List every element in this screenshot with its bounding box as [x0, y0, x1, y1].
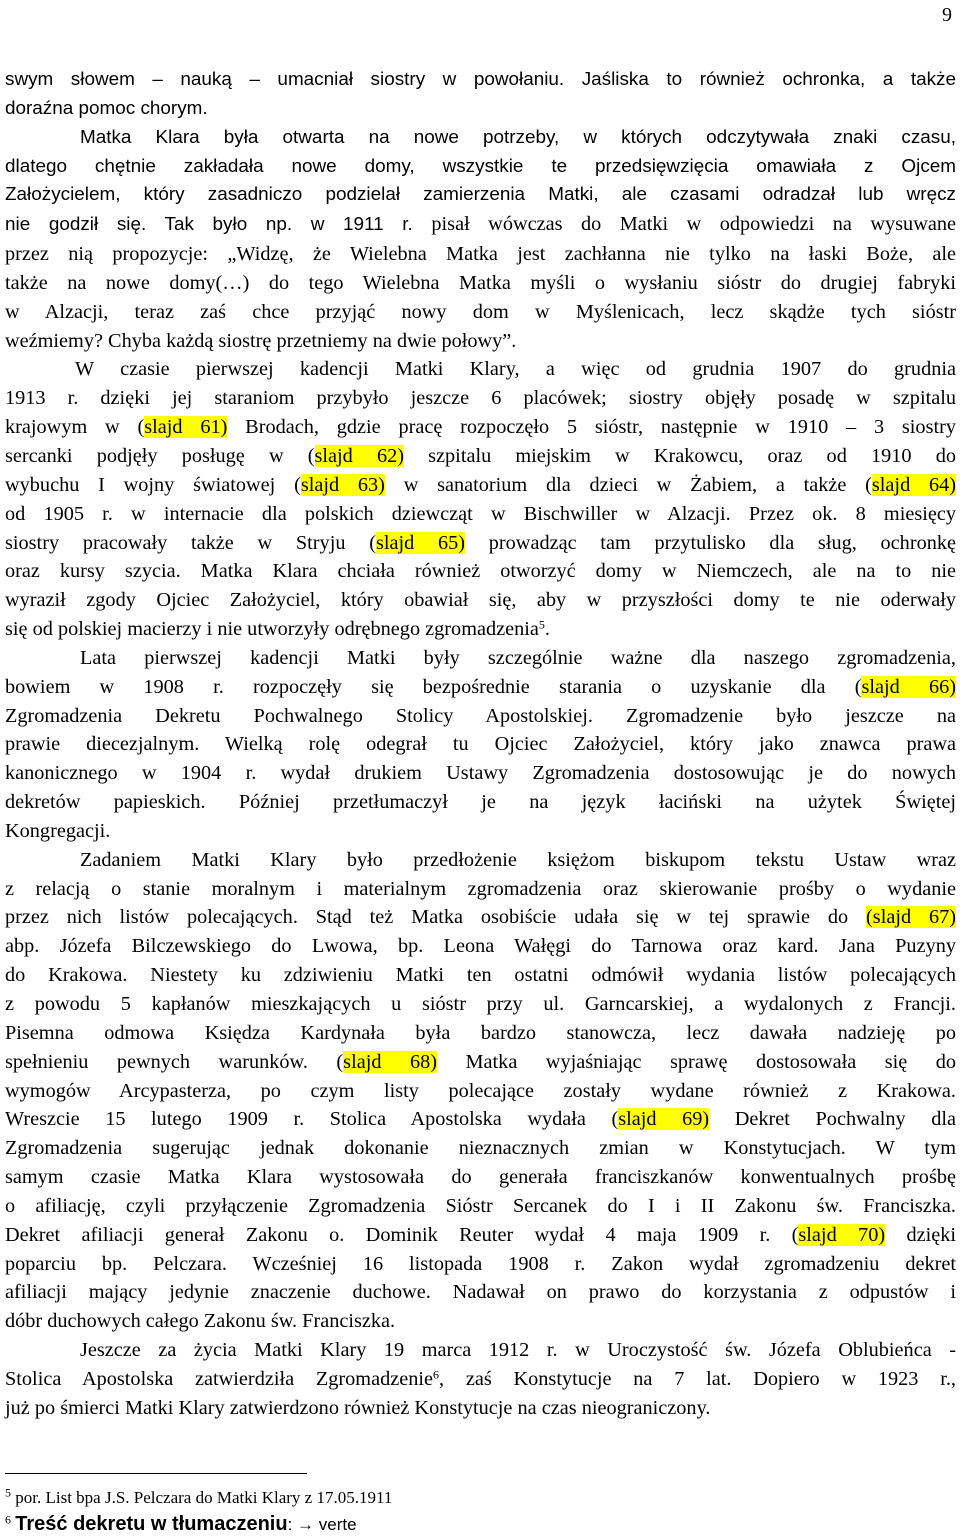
text-line — [5, 1163, 956, 1192]
text-line — [5, 240, 956, 269]
text-run: prowadząc tam przytulisko dla sług, ochronkę — [465, 531, 956, 554]
text-line — [5, 1221, 956, 1250]
text-run: przez nich listów polecających. Stąd też Matka osobiście udała się w tej sprawie do — [5, 906, 867, 929]
footnote-marker: 5 — [538, 617, 545, 632]
slide-reference: slajd 62) — [314, 444, 404, 467]
text-line — [5, 327, 956, 356]
text-line — [5, 644, 956, 673]
slide-reference: slajd 69) — [618, 1108, 710, 1131]
text-line — [5, 875, 956, 904]
footnote-6 — [5, 1513, 357, 1536]
text-line — [5, 846, 956, 875]
text-run: Pisemna odmowa Księdza Kardynała była bardzo stanowcza, lecz dawała nadzieję po — [5, 1021, 956, 1044]
text-run: prawie diecezjalnym. Wielką rolę odegrał tu Ojciec Założyciel, który jako znawca prawa — [5, 733, 956, 756]
footnote-6-title: Treść dekretu w tłumaczeniu — [15, 1513, 288, 1535]
text-run: od 1905 r. w internacie dla polskich dziewcząt w Bischwiller w Alzacji. Przez ok. 8 miesięcy — [5, 502, 956, 525]
text-run: sercanki podjęły posługę w ( — [5, 444, 315, 467]
text-run: Zadaniem Matki Klary było przedłożenie księżom biskupom tekstu Ustaw wraz — [80, 848, 956, 871]
text-line — [5, 1336, 956, 1365]
text-line — [5, 1134, 956, 1163]
text-run: Matka wyjaśniając sprawę dostosowała się do — [437, 1050, 957, 1073]
text-line — [5, 817, 956, 846]
text-run: 1913 r. dzięki jej staraniom przybyło jeszcze 6 placówek; siostry objęły posadę w szpitalu — [5, 387, 956, 410]
text-line — [5, 529, 956, 558]
text-line — [5, 1307, 956, 1336]
text-run: dóbr duchowych całego Zakonu św. Franciszka. — [5, 1310, 396, 1333]
text-run: , zaś Konstytucje na 7 lat. Dopiero w 1923 r., — [439, 1367, 956, 1390]
text-line — [5, 500, 956, 529]
text-run: Kongregacji. — [5, 819, 111, 842]
text-line — [5, 788, 956, 817]
slide-reference: slajd 66) — [861, 675, 956, 698]
text-line — [5, 1278, 956, 1307]
text-run: w Alzacji, teraz zaś chce przyjąć nowy dom w Myślenicach, lecz skądże tych sióstr — [5, 300, 956, 323]
text-run: szpitalu miejskim w Krakowcu, oraz od 1910 do — [404, 444, 956, 467]
text-run: spełnieniu pewnych warunków. ( — [5, 1050, 344, 1073]
text-run: oraz kursy szycia. Matka Klara chciała również otworzyć domy w Niemczech, ale na to nie — [5, 560, 956, 583]
text-line — [5, 471, 956, 500]
slide-reference: slajd 64) — [871, 473, 957, 496]
text-line — [5, 990, 956, 1019]
text-line — [5, 586, 956, 615]
text-line — [5, 1048, 956, 1077]
text-line — [5, 1077, 956, 1106]
text-line — [5, 1019, 956, 1048]
footnote-marker: 6 — [433, 1367, 439, 1382]
footnote-separator — [5, 1473, 307, 1474]
text-line — [5, 903, 956, 932]
text-run: siostry pracowały także w Stryju ( — [5, 531, 376, 554]
text-line — [5, 298, 956, 327]
text-run: w sanatorium dla dzieci w Żabiem, a także ( — [384, 473, 872, 496]
text-run: wybuchu I wojny światowej ( — [5, 473, 301, 496]
text-run: dekretów papieskich. Później przetłumaczył je na język łaciński na użytek Świętej — [5, 791, 956, 814]
footnote-5 — [5, 1487, 392, 1509]
footnote-6-arrow: : → verte — [287, 1515, 357, 1534]
text-run: także na nowe domy(…) do tego Wielebna Matka myśli o wysłaniu sióstr do drugiej fabryki — [5, 271, 956, 294]
text-run: Lata pierwszej kadencji Matki były szczególnie ważne dla naszego zgromadzenia, — [80, 646, 956, 669]
text-run: wyraził zgody Ojciec Założyciel, który obawiał się, aby w przyszłości domy te nie oderwały — [5, 589, 956, 612]
text-run: Zgromadzenia sugerując jednak dokonanie nieznacznych zmian w Konstytucjach. W tym — [5, 1137, 956, 1160]
text-line — [5, 759, 956, 788]
text-run: doraźna pomoc chorym. — [5, 97, 208, 119]
text-line — [5, 1250, 956, 1279]
text-line — [5, 442, 956, 471]
footnote-5-text: por. List bpa J.S. Pelczara do Matki Klary z 17.05.1911 — [11, 1488, 393, 1507]
text-run: Dekret afiliacji generał Zakonu o. Dominik Reuter wydał 4 maja 1909 r. ( — [5, 1223, 799, 1246]
text-run: . — [544, 618, 550, 641]
text-line — [5, 66, 956, 95]
text-run: się od polskiej macierzy i nie utworzyły odrębnego zgromadzenia — [5, 618, 539, 641]
slide-reference: slajd 65) — [375, 531, 466, 554]
text-line — [5, 181, 956, 210]
text-run: już po śmierci Matki Klary zatwierdzono również Konstytucje na czas nieograniczony. — [5, 1396, 711, 1419]
text-line — [5, 673, 956, 702]
text-run: z powodu 5 kapłanów mieszkających u sióstr przy ul. Garncarskiej, a wydalonych z Francji. — [5, 993, 956, 1015]
text-line — [5, 384, 956, 413]
text-run: weźmiemy? Chyba każdą siostrę przetniemy na dwie połowy”. — [5, 329, 517, 352]
text-run: abp. Józefa Bilczewskiego do Lwowa, bp. Leona Wałęgi do Tarnowa oraz kard. Jana Puzyny — [5, 935, 956, 958]
text-run: Wreszcie 15 lutego 1909 r. Stolica Apostolska wydała ( — [5, 1108, 619, 1131]
text-run: Stolica Apostolska zatwierdziła Zgromadzenie — [5, 1367, 433, 1390]
text-line — [5, 702, 956, 731]
text-line — [5, 153, 956, 182]
text-run: dzięki — [885, 1223, 956, 1246]
text-run: afiliacji mający jedynie znaczenie duchowe. Nadawał on prawo do korzystania z odpustów i — [5, 1281, 956, 1304]
text-run: Dekret Pochwalny dla — [709, 1108, 956, 1131]
footnote-6-mark: 6 — [5, 1512, 11, 1527]
slide-reference: slajd 63) — [300, 473, 385, 496]
text-run: Jeszcze za życia Matki Klary 19 marca 1912 r. w Uroczystość św. Józefa Oblubieńca - — [80, 1339, 956, 1362]
text-run: samym czasie Matka Klara wystosowała do generała franciszkanów konwentualnych prośbę — [5, 1166, 956, 1189]
text-line — [5, 1192, 956, 1221]
text-run: swym słowem – nauką – umacniał siostry w powołaniu. Jaśliska to również ochronka, a także — [5, 69, 956, 90]
text-line — [5, 269, 956, 298]
text-run: Brodach, gdzie pracę rozpoczęło 5 sióstr, następnie w 1910 – 3 siostry — [227, 416, 956, 439]
text-run: Matka Klara była otwarta na nowe potrzeby, w których odczytywała znaki czasu, — [80, 126, 956, 148]
slide-reference: slajd 68) — [343, 1050, 438, 1073]
text-run: przez nią propozycje: „Widzę, że Wielebna Matka jest zachłanna nie tylko na łaski Boże, ale — [5, 243, 956, 266]
text-line — [5, 557, 956, 586]
page-number: 9 — [942, 4, 952, 26]
text-line — [5, 1365, 956, 1394]
text-line — [5, 124, 956, 153]
footnote-5-mark: 5 — [5, 1485, 11, 1500]
text-run: krajowym w ( — [5, 416, 145, 439]
text-line — [5, 1105, 956, 1134]
text-run: o afiliację, czyli przyłączenie Zgromadzenia Sióstr Sercanek do I i II Zakonu św. Franciszka. — [5, 1194, 956, 1217]
text-run: kanonicznego w 1904 r. wydał drukiem Ustawy Zgromadzenia dostosowując je do nowych — [5, 762, 956, 785]
text-run: W czasie pierwszej kadencji Matki Klary, a więc od grudnia 1907 do grudnia — [75, 358, 956, 381]
text-run: Założycielem, który zasadniczo podzielał zamierzenia Matki, ale czasami odradzał lub wręcz — [5, 184, 956, 206]
text-run: Zgromadzenia Dekretu Pochwalnego Stolicy Apostolskiej. Zgromadzenie było jeszcze na — [5, 704, 956, 727]
text-line — [5, 1394, 956, 1423]
text-run: do Krakowa. Niestety ku zdziwieniu Matki ten ostatni odmówił wydania listów polecających — [5, 964, 956, 987]
slide-reference: slajd 61) — [144, 416, 228, 439]
text-run: dlatego chętnie zakładała nowe domy, wszystkie te przedsięwzięcia omawiała z Ojcem — [5, 155, 956, 177]
slide-reference: (slajd 67) — [866, 906, 956, 929]
text-run: poparciu bp. Pelczara. Wcześniej 16 listopada 1908 r. Zakon wydał zgromadzeniu dekret — [5, 1252, 956, 1275]
text-line — [5, 961, 956, 990]
text-run: bowiem w 1908 r. rozpoczęły się bezpośrednie starania o uzyskanie dla ( — [5, 675, 862, 698]
text-line — [5, 95, 956, 124]
text-line — [5, 932, 956, 961]
body-text — [5, 66, 956, 1423]
text-run: pisał wówczas do Matki w odpowiedzi na wysuwane — [431, 213, 956, 236]
slide-reference: slajd 70) — [798, 1223, 886, 1246]
text-run: nie godził się. Tak było np. w 1911 r. — [5, 214, 432, 236]
text-line — [5, 615, 956, 644]
text-line — [5, 210, 956, 240]
text-run: z relacją o stanie moralnym i materialnym zgromadzenia oraz skierowanie prośby o wydanie — [5, 877, 956, 900]
text-line — [5, 730, 956, 759]
text-run: wymogów Arcypasterza, po czym listy polecające zostały wydane również z Krakowa. — [5, 1079, 956, 1102]
text-line — [5, 413, 956, 442]
text-line — [5, 355, 956, 384]
